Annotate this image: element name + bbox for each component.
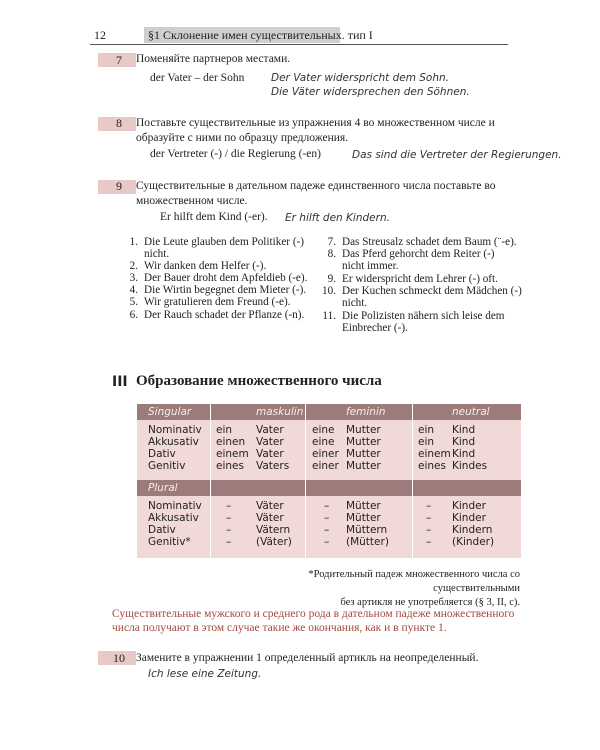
exercise-7-number: 7: [116, 53, 122, 67]
list-item: [318, 236, 517, 248]
table-cell-m-art: –: [226, 500, 232, 512]
table-cell-n: Kind: [452, 424, 476, 436]
list-item: [318, 285, 522, 309]
table-cell-m-art: –: [226, 524, 232, 536]
exercise-8-example: der Vertreter (-) / die Regierung (-en): [150, 148, 321, 160]
list-item-text: Wir danken dem Helfer (-).: [144, 260, 267, 272]
list-item: [120, 309, 304, 321]
table-cell-m-art: –: [226, 536, 232, 548]
table-cell-n-art: eines: [418, 460, 446, 472]
list-item-text-continued: Einbrecher (-).: [342, 322, 408, 334]
list-item: [120, 236, 304, 260]
list-item-number: 11.: [322, 310, 336, 322]
table-cell-f-art: –: [324, 500, 330, 512]
list-item: [120, 272, 307, 284]
list-item-text-continued: nicht immer.: [342, 260, 399, 272]
footnote: [270, 568, 520, 610]
exercise-7-instruction: Поменяйте партнеров местами.: [136, 53, 291, 65]
list-item-number: 10.: [322, 285, 336, 297]
table-cell-f-art: einer: [312, 460, 339, 472]
list-item-number: 6.: [129, 309, 138, 321]
list-item: [318, 273, 498, 285]
table-cell-case: Nominativ: [148, 424, 202, 436]
list-item: [120, 260, 266, 272]
footnote-line-2: без артикля не употребляется (§ 3, II, с).: [340, 597, 520, 608]
table-cell-f-art: einer: [312, 448, 339, 460]
table-cell-f-art: –: [324, 524, 330, 536]
list-item-text: Das Pferd gehorcht dem Reiter (-): [342, 248, 495, 260]
exercise-8-answer: Das sind die Vertreter der Regierungen.: [352, 149, 562, 161]
list-item-number: 4.: [129, 284, 138, 296]
table-cell-n-art: einem: [418, 448, 451, 460]
table-cell-m: Vater: [256, 448, 284, 460]
table-cell-n-art: –: [426, 512, 432, 524]
table-cell-case: Genitiv*: [148, 536, 191, 548]
list-item-text: Er widerspricht dem Lehrer (-) oft.: [342, 273, 498, 285]
table-cell-f-art: –: [324, 536, 330, 548]
list-item-number: 5.: [129, 296, 138, 308]
table-cell-m-art: –: [226, 512, 232, 524]
table-cell-f-art: –: [324, 512, 330, 524]
exercise-8-instruction-line-2: образуйте с ними по образцу предложения.: [136, 132, 349, 144]
list-item-text: Die Wirtin begegnet dem Mieter (-).: [144, 284, 307, 296]
table-cell-n: Kindern: [452, 524, 493, 536]
list-item: [120, 296, 290, 308]
list-item-number: 3.: [129, 272, 138, 284]
section-number: III: [112, 374, 128, 390]
list-item-text-continued: nicht.: [342, 297, 368, 309]
table-cell-n: Kinder: [452, 512, 486, 524]
table-cell-f: Mütter: [346, 500, 381, 512]
list-item-text: Der Rauch schadet der Pflanze (-n).: [144, 309, 305, 321]
table-cell-m: (Väter): [256, 536, 292, 548]
table-cell-f-art: eine: [312, 424, 335, 436]
exercise-10-instruction: Замените в упражнении 1 определенный артикль на неопределенный.: [136, 652, 479, 664]
list-item-number: 2.: [129, 260, 138, 272]
table-divider: [210, 404, 211, 558]
table-cell-m: Väter: [256, 512, 284, 524]
exercise-8-instruction-line-1: Поставьте существительные из упражнения 4 во множественном числе и: [136, 117, 495, 129]
grammar-note-line-2: числа получают в этом случае такие же окончания, как и в пункте 1.: [112, 622, 447, 634]
table-cell-case: Dativ: [148, 448, 176, 460]
list-item-number: 8.: [327, 248, 336, 260]
list-item-text: Das Streusalz schadet dem Baum (¨-e).: [342, 236, 517, 248]
table-cell-m-art: einen: [216, 436, 246, 448]
table-cell-m-art: eines: [216, 460, 244, 472]
table-cell-n-art: –: [426, 500, 432, 512]
page-number: 12: [94, 28, 106, 42]
list-item-number: 9.: [327, 273, 336, 285]
table-cell-m: Väter: [256, 500, 284, 512]
table-cell-n-art: ein: [418, 436, 435, 448]
list-item-text: Der Kuchen schmeckt dem Mädchen (-): [342, 285, 522, 297]
table-cell-f: Mutter: [346, 460, 381, 472]
table-cell-m-art: ein: [216, 424, 233, 436]
table-divider: [305, 404, 306, 558]
table-cell-f: (Mütter): [346, 536, 389, 548]
table-cell-f: Mütter: [346, 512, 381, 524]
list-item: [318, 248, 495, 272]
section-title: Образование множественного числа: [136, 373, 382, 389]
list-item: [120, 284, 306, 296]
table-header-plural: [137, 480, 521, 496]
list-item-number: 1.: [129, 236, 138, 248]
table-cell-case: Genitiv: [148, 460, 186, 472]
page-header-title: §1 Склонение имен существительных. тип I: [148, 28, 373, 42]
exercise-9-instruction-line-2: множественном числе.: [136, 195, 248, 207]
list-item-text: Die Leute glauben dem Politiker (-): [144, 236, 304, 248]
table-cell-n: Kinder: [452, 500, 486, 512]
exercise-9-example: Er hilft dem Kind (-er).: [160, 211, 268, 223]
table-cell-case: Nominativ: [148, 500, 202, 512]
table-cell-n-art: –: [426, 536, 432, 548]
table-cell-n: Kind: [452, 436, 476, 448]
list-item: [318, 310, 505, 334]
table-heading-plural: Plural: [148, 482, 178, 494]
exercise-10-example: Ich lese eine Zeitung.: [148, 668, 262, 680]
table-cell-m: Vater: [256, 436, 284, 448]
table-heading-neuter: neutral: [452, 406, 490, 418]
table-cell-case: Akkusativ: [148, 436, 199, 448]
table-heading-feminine: feminin: [346, 406, 386, 418]
table-heading-singular: Singular: [148, 406, 192, 418]
table-cell-f: Müttern: [346, 524, 388, 536]
exercise-9-instruction-line-1: Существительные в дательном падеже единственного числа поставьте во: [136, 180, 496, 192]
table-cell-f: Mutter: [346, 424, 381, 436]
list-item-number: 7.: [327, 236, 336, 248]
table-cell-m: Vaters: [256, 460, 290, 472]
exercise-7-answer-1: Der Vater widerspricht dem Sohn.: [271, 72, 450, 84]
exercise-7-answer-2: Die Väter widersprechen den Söhnen.: [271, 86, 470, 98]
table-cell-m: Vater: [256, 424, 284, 436]
exercise-8-number: 8: [116, 116, 122, 130]
table-cell-m: Vätern: [256, 524, 291, 536]
list-item-text: Die Polizisten nähern sich leise dem: [342, 310, 505, 322]
exercise-9-number: 9: [116, 179, 122, 193]
footnote-line-1: *Родительный падеж множественного числа со существительными: [308, 569, 520, 594]
exercise-9-answer: Er hilft den Kindern.: [285, 212, 390, 224]
exercise-7-example: der Vater – der Sohn: [150, 72, 245, 84]
table-cell-n: (Kinder): [452, 536, 495, 548]
table-cell-case: Dativ: [148, 524, 176, 536]
table-cell-case: Akkusativ: [148, 512, 199, 524]
table-cell-n: Kindes: [452, 460, 488, 472]
list-item-text: Wir gratulieren dem Freund (-e).: [144, 296, 291, 308]
table-divider: [412, 404, 413, 558]
table-cell-f-art: eine: [312, 436, 335, 448]
header-rule: [90, 44, 508, 45]
grammar-note: [112, 607, 532, 635]
table-cell-f: Mutter: [346, 436, 381, 448]
table-cell-f: Mutter: [346, 448, 381, 460]
grammar-note-line-1: Существительные мужского и среднего рода в дательном падеже множественного: [112, 608, 515, 620]
table-cell-m-art: einem: [216, 448, 249, 460]
exercise-10-number: 10: [113, 651, 125, 665]
table-cell-n: Kind: [452, 448, 476, 460]
list-item-text-continued: nicht.: [144, 248, 170, 260]
table-heading-masculine: maskulin: [256, 406, 304, 418]
table-cell-n-art: –: [426, 524, 432, 536]
table-cell-n-art: ein: [418, 424, 435, 436]
list-item-text: Der Bauer droht dem Apfeldieb (-e).: [144, 272, 308, 284]
